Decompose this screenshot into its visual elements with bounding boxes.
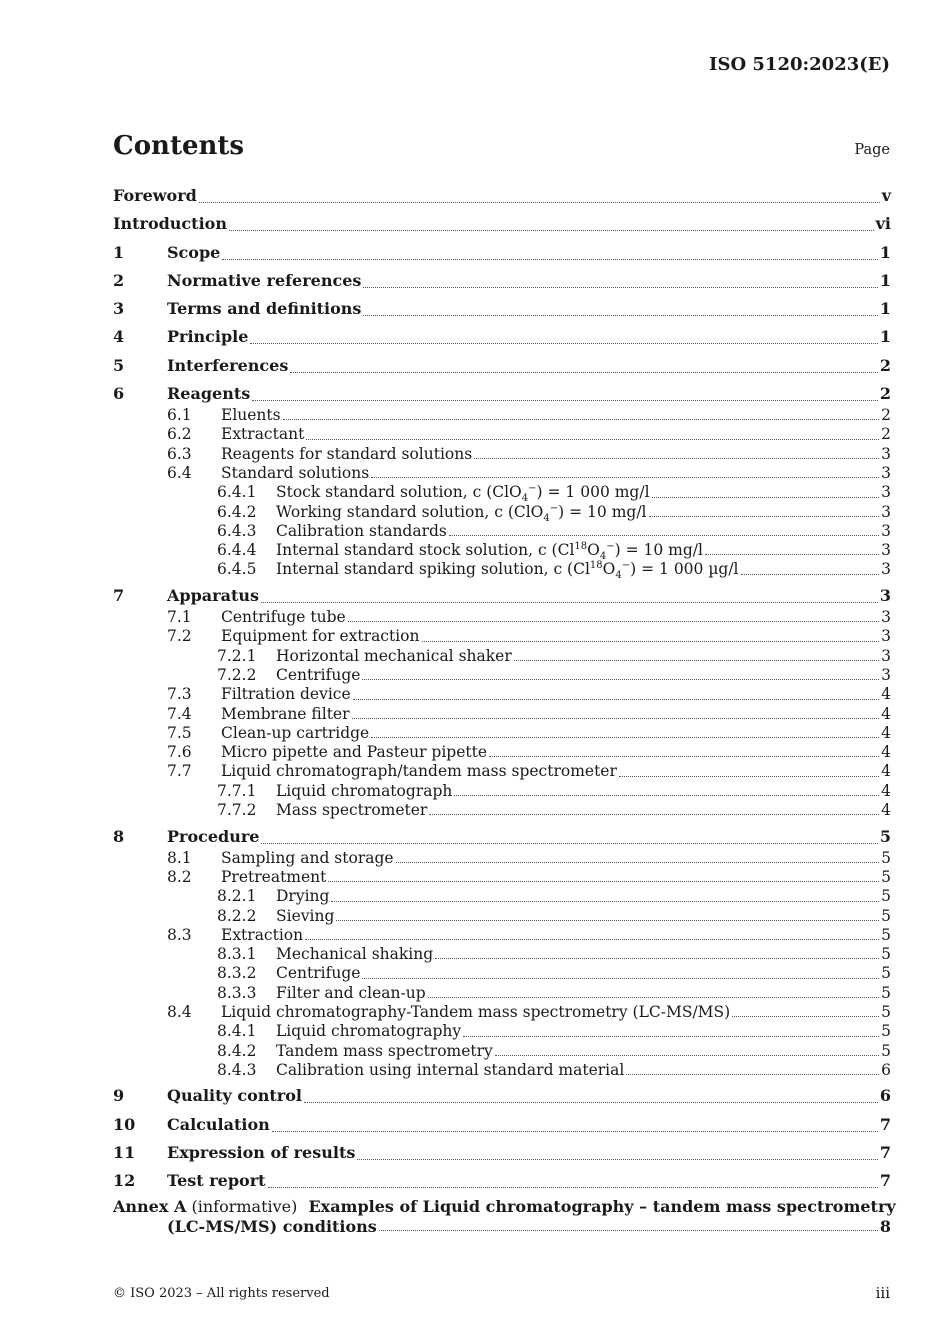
toc-page-number: 1 [879, 299, 891, 319]
leader-dots [371, 476, 879, 478]
toc-entry-reagents[interactable] [113, 382, 891, 406]
toc-page-number: 3 [879, 586, 891, 606]
leader-dots [306, 438, 879, 440]
toc-entry-text [276, 541, 703, 563]
leader-dots [229, 229, 874, 231]
toc-entry-number: 6.1 [167, 406, 192, 425]
toc-page-number: 4 [881, 801, 891, 820]
toc-entry-procedure[interactable] [113, 825, 891, 849]
toc-entry-text: Membrane filter [221, 704, 350, 723]
toc-entry-number: 8.3.1 [217, 945, 257, 964]
toc-entry-internal-standard-stock-solution[interactable] [113, 541, 891, 563]
toc-entry-number: 6 [113, 384, 125, 404]
toc-entry-text: Foreword [113, 186, 197, 205]
page-number: iii [875, 1284, 890, 1302]
toc-entry-centrifuge-step[interactable] [113, 964, 891, 983]
toc-entry-number: 8.2.2 [217, 906, 257, 925]
toc-entry-lc-ms-ms-instrument[interactable] [113, 762, 891, 781]
toc-entry-horizontal-mechanical-shaker[interactable] [113, 647, 891, 666]
superscript: − [606, 541, 615, 552]
annex-title-continued: (LC-MS/MS) conditions [167, 1216, 377, 1236]
leader-dots [362, 977, 879, 979]
text-part: ) = 1 000 mg/l [536, 483, 650, 502]
toc-entry-introduction[interactable] [113, 212, 891, 236]
toc-page-number: 4 [881, 762, 891, 781]
leader-dots [352, 717, 880, 719]
toc-page-number: 4 [881, 704, 891, 723]
toc-entry-text: Sampling and storage [221, 848, 394, 867]
toc-entry-text: Liquid chromatograph [276, 781, 453, 800]
toc-page-number: 4 [881, 685, 891, 704]
copyright-notice: © ISO 2023 – All rights reserved [113, 1286, 330, 1301]
toc-entry-text: Centrifuge [276, 964, 361, 983]
leader-dots [619, 775, 879, 777]
toc-entry-text: Extractant [221, 425, 305, 444]
toc-entry-reagents-for-standard-solutions[interactable] [113, 445, 891, 464]
leader-dots [649, 515, 880, 517]
toc-entry-text: Centrifuge [276, 665, 361, 684]
toc-entry-number: 1 [113, 242, 125, 262]
toc-entry-foreword[interactable] [113, 184, 891, 208]
toc-entry-number: 8.4.2 [217, 1041, 257, 1060]
toc-entry-calibration-internal-standard[interactable] [113, 1061, 891, 1080]
toc-page-number: 3 [881, 502, 891, 521]
toc-entry-number: 12 [113, 1171, 136, 1191]
toc-entry-liquid-chromatograph[interactable] [113, 782, 891, 801]
leader-dots [429, 813, 879, 815]
toc-entry-text: Extraction [221, 925, 304, 944]
toc-entry-annex-a[interactable] [113, 1197, 896, 1236]
toc-entry-number: 8.3.3 [217, 983, 257, 1002]
toc-page-number: 3 [881, 483, 891, 502]
toc-entry-eluents[interactable] [113, 406, 891, 425]
toc-entry-number: 6.4 [167, 463, 192, 482]
annex-title-line1 [113, 1197, 896, 1217]
toc-page-number: 3 [881, 627, 891, 646]
leader-dots [290, 371, 878, 373]
toc-entry-number: 8.4 [167, 1002, 192, 1021]
toc-entry-number: 8.4.1 [217, 1022, 257, 1041]
leader-dots [272, 1130, 878, 1132]
toc-entry-number: 9 [113, 1086, 125, 1106]
toc-entry-number: 6.4.2 [217, 502, 257, 521]
toc-entry-test-report[interactable] [113, 1169, 891, 1193]
toc-page-number: v [881, 186, 891, 205]
toc-entry-terms-and-definitions[interactable] [113, 297, 891, 321]
toc-entry-number: 6.2 [167, 425, 192, 444]
toc-entry-calculation[interactable] [113, 1113, 891, 1137]
toc-entry-expression-of-results[interactable] [113, 1141, 891, 1165]
toc-entry-number: 7.2.2 [217, 665, 257, 684]
toc-entry-number: 7.7.1 [217, 781, 257, 800]
toc-page-number: 6 [881, 1060, 891, 1079]
toc-entry-calibration-standards[interactable] [113, 522, 891, 541]
leader-dots [435, 957, 879, 959]
leader-dots [363, 286, 877, 288]
toc-page-number: 8 [879, 1216, 891, 1236]
toc-entry-apparatus[interactable] [113, 584, 891, 608]
toc-page-number: 7 [879, 1171, 891, 1191]
toc-entry-equipment-for-extraction[interactable] [113, 627, 891, 646]
toc-page-number: 2 [879, 384, 891, 404]
annex-title-line2 [113, 1217, 891, 1237]
toc-page-number: 3 [881, 541, 891, 560]
leader-dots [261, 601, 878, 603]
toc-entry-text: Reagents [167, 384, 251, 404]
toc-page-number: 5 [881, 964, 891, 983]
toc-entry-text: Clean-up cartridge [221, 723, 370, 742]
toc-page-number: 2 [879, 355, 891, 375]
toc-entry-text: Standard solutions [221, 463, 370, 482]
leader-dots [363, 314, 877, 316]
text-part: ) = 10 mg/l [558, 502, 647, 521]
superscript: 18 [574, 541, 588, 552]
leader-dots [474, 457, 879, 459]
toc-page-number: 7 [879, 1143, 891, 1163]
toc-entry-number: 7.1 [167, 608, 192, 627]
toc-entry-text: Calibration standards [276, 521, 447, 540]
toc-entry-text: Introduction [113, 214, 227, 234]
toc-entry-text: Micro pipette and Pasteur pipette [221, 743, 488, 762]
toc-entry-pretreatment[interactable] [113, 868, 891, 887]
toc-entry-text: Test report [167, 1171, 266, 1191]
toc-entry-liquid-chromatography[interactable] [113, 1022, 891, 1041]
page-title: Contents [113, 131, 245, 161]
text-part: Internal standard stock solution, c (Cl [276, 541, 575, 560]
toc-entry-text: Mass spectrometer [276, 801, 428, 820]
toc-page-number: 5 [881, 983, 891, 1002]
leader-dots [199, 201, 880, 203]
leader-dots [463, 1035, 879, 1037]
toc-page-number: 4 [881, 743, 891, 762]
annex-informative: (informative) [191, 1197, 298, 1217]
leader-dots [741, 573, 880, 575]
text-part: O [602, 560, 616, 579]
text-part: Internal standard spiking solution, c (Cl [276, 560, 590, 579]
leader-dots [489, 755, 879, 757]
toc-entry-text: Filter and clean-up [276, 983, 426, 1002]
toc-entry-centrifuge-tube[interactable] [113, 608, 891, 627]
toc-entry-text: Terms and definitions [167, 299, 362, 319]
toc-entry-text: Liquid chromatograph/tandem mass spectrometer [221, 762, 617, 781]
toc-entry-number: 8.2 [167, 867, 192, 886]
toc-page-number: 1 [879, 242, 891, 262]
leader-dots [396, 861, 880, 863]
table-of-contents [113, 184, 896, 1236]
toc-page-number: 5 [881, 1022, 891, 1041]
text-part: ) = 10 mg/l [614, 541, 703, 560]
toc-entry-number: 7.4 [167, 704, 192, 723]
toc-entry-sieving[interactable] [113, 907, 891, 926]
toc-entry-number: 7.5 [167, 723, 192, 742]
toc-entry-number: 2 [113, 270, 125, 290]
toc-entry-text: Equipment for extraction [221, 627, 420, 646]
toc-entry-text: Expression of results [167, 1143, 356, 1163]
leader-dots [371, 736, 879, 738]
leader-dots [328, 880, 879, 882]
toc-entry-number: 6.4.5 [217, 560, 257, 579]
toc-entry-number: 10 [113, 1114, 136, 1134]
toc-entry-text [276, 560, 739, 582]
toc-entry-number: 7.7.2 [217, 801, 257, 820]
toc-entry-text: Scope [167, 242, 221, 262]
leader-dots [222, 258, 878, 260]
toc-entry-quality-control[interactable] [113, 1084, 891, 1108]
leader-dots [250, 342, 877, 344]
toc-page-number: 3 [881, 646, 891, 665]
toc-entry-scope[interactable] [113, 241, 891, 265]
toc-entry-interferences[interactable] [113, 354, 891, 378]
toc-entry-internal-standard-spiking-solution[interactable] [113, 560, 891, 582]
toc-entry-sampling-and-storage[interactable] [113, 849, 891, 868]
leader-dots [348, 620, 879, 622]
toc-entry-number: 5 [113, 355, 125, 375]
toc-entry-working-standard-solution[interactable] [113, 503, 891, 522]
toc-entry-drying[interactable] [113, 887, 891, 906]
toc-page-number: 6 [879, 1086, 891, 1106]
toc-page-number: 1 [879, 270, 891, 290]
document-id: ISO 5120:2023(E) [709, 54, 890, 75]
toc-entry-text: Liquid chromatography [276, 1022, 462, 1041]
toc-entry-text: Sieving [276, 906, 335, 925]
toc-entry-text: Calibration using internal standard material [276, 1060, 625, 1079]
toc-entry-text: Tandem mass spectrometry [276, 1041, 493, 1060]
leader-dots [428, 996, 879, 998]
leader-dots [454, 794, 879, 796]
annex-label: Annex A [113, 1197, 187, 1217]
toc-entry-number: 8.4.3 [217, 1060, 257, 1079]
leader-dots [336, 919, 879, 921]
toc-entry-text: Drying [276, 887, 330, 906]
text-part: ) = 1 000 µg/l [630, 560, 739, 579]
toc-entry-standard-solutions[interactable] [113, 464, 891, 483]
toc-entry-membrane-filter[interactable] [113, 705, 891, 724]
toc-entry-mechanical-shaking[interactable] [113, 945, 891, 964]
leader-dots [422, 640, 880, 642]
toc-entry-text: Procedure [167, 826, 260, 846]
page-column-label: Page [854, 142, 890, 158]
toc-entry-number: 8.3 [167, 925, 192, 944]
toc-entry-text: Horizontal mechanical shaker [276, 646, 512, 665]
toc-entry-number: 7.2 [167, 627, 192, 646]
toc-entry-text: Quality control [167, 1086, 302, 1106]
toc-page-number: vi [875, 214, 891, 234]
toc-entry-text: Centrifuge tube [221, 608, 346, 627]
leader-dots [304, 1101, 878, 1103]
toc-entry-number: 7.6 [167, 743, 192, 762]
toc-page-number: 2 [881, 425, 891, 444]
toc-page-number: 5 [881, 1002, 891, 1021]
toc-entry-number: 4 [113, 327, 125, 347]
text-part: Stock standard solution, c (ClO [276, 483, 522, 502]
toc-entry-number: 6.4.3 [217, 521, 257, 540]
toc-entry-number: 7 [113, 586, 125, 606]
leader-dots [652, 496, 880, 498]
leader-dots [732, 1015, 879, 1017]
leader-dots [252, 399, 878, 401]
leader-dots [305, 938, 879, 940]
toc-entry-text: Normative references [167, 270, 362, 290]
toc-entry-text: Filtration device [221, 685, 351, 704]
toc-page-number: 2 [881, 406, 891, 425]
toc-entry-number: 7.7 [167, 762, 192, 781]
toc-page-number: 3 [881, 521, 891, 540]
toc-entry-text: Mechanical shaking [276, 945, 434, 964]
toc-entry-number: 8.1 [167, 848, 192, 867]
leader-dots [705, 553, 879, 555]
toc-entry-text: Calculation [167, 1114, 270, 1134]
superscript: 18 [589, 560, 603, 572]
toc-entry-filtration-device[interactable] [113, 685, 891, 704]
toc-entry-filter-and-clean-up[interactable] [113, 984, 891, 1003]
toc-page-number: 3 [881, 665, 891, 684]
toc-page-number: 5 [881, 906, 891, 925]
leader-dots [495, 1054, 879, 1056]
toc-entry-principle[interactable] [113, 325, 891, 349]
text-part: O [587, 541, 600, 560]
toc-entry-text: Principle [167, 327, 249, 347]
toc-page-number: 3 [881, 444, 891, 463]
toc-entry-lc-ms-ms[interactable] [113, 1003, 891, 1022]
toc-entry-number: 8.3.2 [217, 964, 257, 983]
superscript: − [549, 502, 559, 514]
leader-dots [261, 842, 877, 844]
toc-entry-text: Liquid chromatography-Tandem mass spectrometry (LC-MS/MS) [221, 1002, 731, 1021]
toc-page-number: 3 [881, 608, 891, 627]
toc-entry-tandem-mass-spectrometry[interactable] [113, 1042, 891, 1061]
leader-dots [357, 1158, 878, 1160]
leader-dots [449, 534, 879, 536]
toc-entry-number: 7.3 [167, 685, 192, 704]
toc-entry-text: Apparatus [167, 586, 259, 606]
toc-page-number: 5 [879, 826, 891, 846]
toc-page-number: 3 [881, 463, 891, 482]
leader-dots [514, 659, 879, 661]
leader-dots [362, 678, 879, 680]
toc-entry-mass-spectrometer[interactable] [113, 801, 891, 820]
toc-entry-micro-pipette[interactable] [113, 743, 891, 762]
toc-page-number: 4 [881, 723, 891, 742]
leader-dots [626, 1073, 879, 1075]
toc-entry-centrifuge[interactable] [113, 666, 891, 685]
toc-entry-extraction[interactable] [113, 926, 891, 945]
toc-entry-text: Eluents [221, 406, 281, 425]
subscript: 4 [599, 551, 607, 563]
toc-page-number: 5 [881, 867, 891, 886]
toc-entry-number: 8.2.1 [217, 887, 257, 906]
leader-dots [268, 1186, 878, 1188]
toc-entry-number: 3 [113, 299, 125, 319]
annex-title: Examples of Liquid chromatography – tandem mass spectrometry [308, 1197, 896, 1217]
superscript: − [528, 483, 537, 495]
toc-page-number: 3 [881, 560, 891, 579]
subscript: 4 [543, 512, 550, 524]
toc-page-number: 1 [879, 327, 891, 347]
toc-entry-normative-references[interactable] [113, 269, 891, 293]
toc-entry-stock-standard-solution[interactable] [113, 483, 891, 505]
leader-dots [379, 1229, 878, 1231]
toc-entry-extractant[interactable] [113, 425, 891, 444]
subscript: 4 [615, 570, 622, 582]
leader-dots [283, 418, 880, 420]
leader-dots [331, 900, 879, 902]
toc-page-number: 5 [881, 945, 891, 964]
toc-page-number: 5 [881, 1041, 891, 1060]
toc-entry-text [276, 483, 650, 505]
leader-dots [353, 698, 879, 700]
toc-entry-number: 11 [113, 1143, 136, 1163]
text-part: Working standard solution, c (ClO [276, 502, 544, 521]
toc-page-number: 7 [879, 1114, 891, 1134]
toc-page-number: 4 [881, 781, 891, 800]
toc-page-number: 5 [881, 848, 891, 867]
toc-entry-text [276, 503, 647, 522]
toc-entry-number: 8 [113, 826, 125, 846]
toc-entry-number: 6.4.1 [217, 483, 257, 502]
toc-page-number: 5 [881, 925, 891, 944]
toc-entry-text: Interferences [167, 355, 289, 375]
toc-page-number: 5 [881, 887, 891, 906]
toc-entry-number: 7.2.1 [217, 646, 257, 665]
subscript: 4 [521, 493, 529, 505]
toc-entry-clean-up-cartridge[interactable] [113, 724, 891, 743]
toc-entry-text: Pretreatment [221, 867, 327, 886]
toc-entry-number: 6.4.4 [217, 541, 257, 560]
toc-entry-text: Reagents for standard solutions [221, 444, 473, 463]
toc-entry-number: 6.3 [167, 444, 192, 463]
superscript: − [621, 560, 631, 572]
